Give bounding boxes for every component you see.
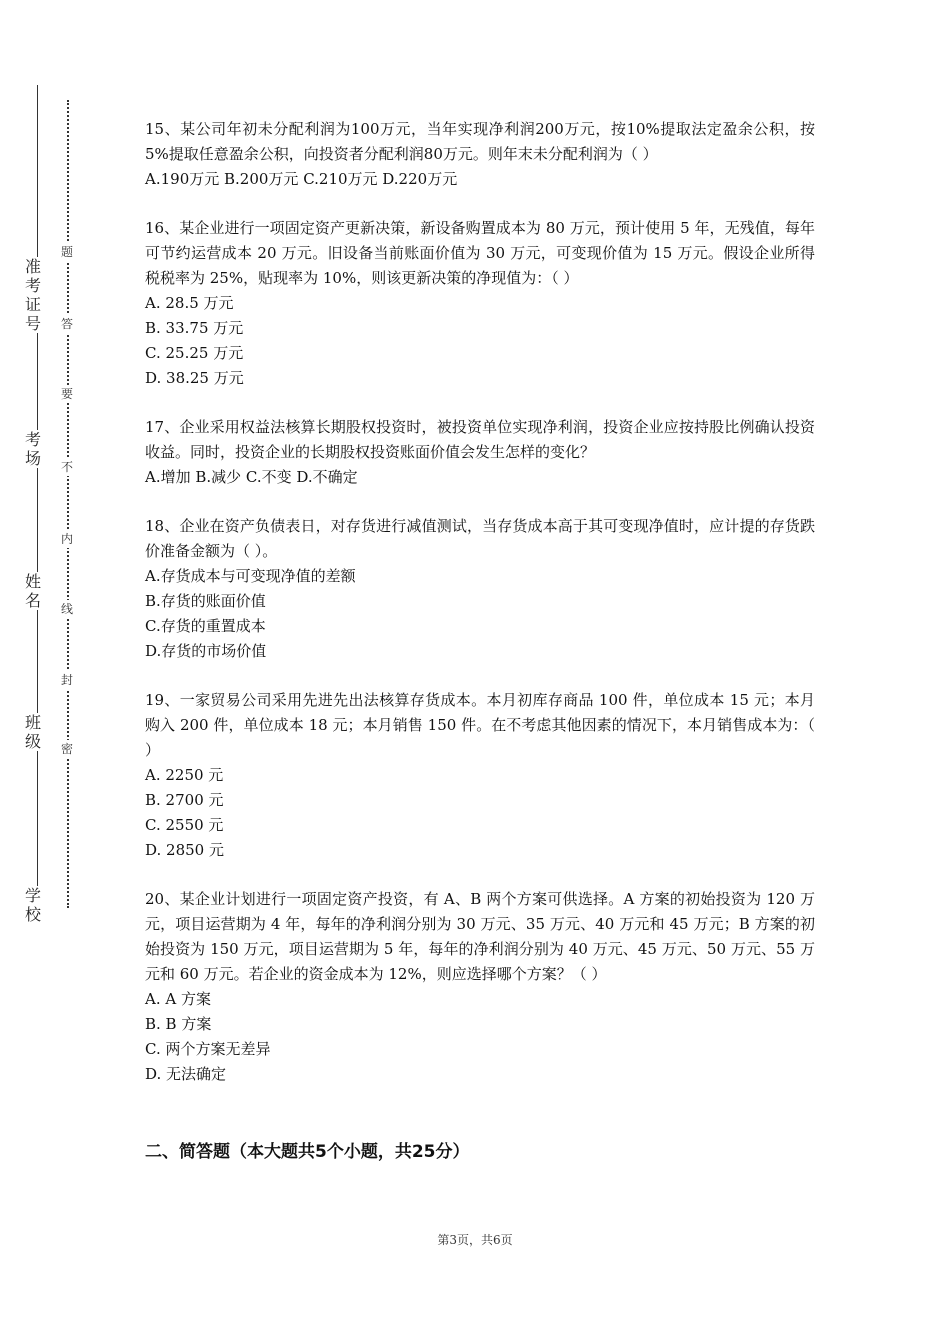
- question-stem: 19、一家贸易公司采用先进先出法核算存货成本。本月初库存商品 100 件，单位成本 15 元；本月购入 200 件，单位成本 18 元；本月销售 150 件。在不考虑其他因素的情况下，本月销售成本为：（ ）: [145, 691, 815, 759]
- seal-char: 答: [60, 317, 73, 331]
- question-20: [145, 887, 815, 1087]
- option-c: C. 两个方案无差异: [145, 1040, 271, 1058]
- question-options: A.190万元 B.200万元 C.210万元 D.220万元: [145, 170, 458, 188]
- question-stem: 18、企业在资产负债表日，对存货进行减值测试，当存货成本高于其可变现净值时，应计提的存货跌价准备金额为（ ）。: [145, 517, 815, 560]
- seal-char: 内: [60, 532, 73, 546]
- binding-margin-line: [37, 85, 38, 915]
- seal-dotted-line: [67, 100, 69, 908]
- option-a: A. A 方案: [145, 990, 211, 1008]
- option-a: A.存货成本与可变现净值的差额: [145, 567, 356, 585]
- seal-char: 题: [60, 245, 73, 259]
- question-16: [145, 216, 815, 391]
- question-19: [145, 688, 815, 863]
- option-c: C.存货的重置成本: [145, 617, 266, 635]
- option-a: A. 28.5 万元: [145, 294, 234, 312]
- option-b: B. 2700 元: [145, 791, 224, 809]
- question-stem: 17、企业采用权益法核算长期股权投资时，被投资单位实现净利润，投资企业应按持股比例确认投资收益。同时，投资企业的长期股权投资账面价值会发生怎样的变化？: [145, 418, 815, 461]
- seal-char: 要: [60, 387, 73, 401]
- option-c: C. 25.25 万元: [145, 344, 244, 362]
- seal-char: 线: [60, 602, 73, 616]
- section-title: 二、简答题（本大题共5个小题，共25分）: [145, 1142, 470, 1162]
- option-b: B.存货的账面价值: [145, 592, 266, 610]
- question-17: [145, 415, 815, 490]
- question-stem: 20、某企业计划进行一项固定资产投资，有 A、B 两个方案可供选择。A 方案的初始投资为 120 万元，项目运营期为 4 年，每年的净利润分别为 30 万元、35 万元、40 万元和 45 万元；B 方案的初始投资为 150 万元，项目运营期为 5 年，每年的净利润分别为 40 万元、45 万元、50 万元、55 万元和 60 万元。若企业的资金成本为 12%，则应选择哪个方案？（ ）: [145, 890, 815, 983]
- option-c: C. 2550 元: [145, 816, 224, 834]
- option-b: B. 33.75 万元: [145, 319, 244, 337]
- question-15: [145, 117, 815, 192]
- seal-char: 不: [60, 460, 73, 474]
- seal-char: 密: [60, 742, 73, 756]
- admission-number-field-label: 准考证号: [22, 257, 44, 333]
- exam-room-field-label: 考场: [22, 430, 44, 468]
- option-a: A. 2250 元: [145, 766, 224, 784]
- option-b: B. B 方案: [145, 1015, 212, 1033]
- school-field-label: 学校: [22, 886, 44, 924]
- option-d: D. 38.25 万元: [145, 369, 244, 387]
- name-field-label: 姓名: [22, 572, 44, 610]
- option-d: D. 2850 元: [145, 841, 224, 859]
- question-18: [145, 514, 815, 664]
- class-field-label: 班级: [22, 713, 44, 751]
- seal-char: 封: [60, 673, 73, 687]
- option-d: D. 无法确定: [145, 1065, 227, 1083]
- question-options: A.增加 B.减少 C.不变 D.不确定: [145, 468, 358, 486]
- question-stem: 16、某企业进行一项固定资产更新决策，新设备购置成本为 80 万元，预计使用 5 年，无残值，每年可节约运营成本 20 万元。旧设备当前账面价值为 30 万元，可变现价值为 15 万元。假设企业所得税税率为 25%，贴现率为 10%，则该更新决策的净现值为：（ ）: [145, 219, 815, 287]
- option-d: D.存货的市场价值: [145, 642, 267, 660]
- question-list: [145, 117, 815, 1111]
- question-stem: 15、某公司年初未分配利润为100万元，当年实现净利润200万元，按10%提取法定盈余公积，按5%提取任意盈余公积，向投资者分配利润80万元。则年末未分配利润为（ ）: [145, 120, 815, 163]
- page-number-footer: 第3页，共6页: [437, 1233, 513, 1247]
